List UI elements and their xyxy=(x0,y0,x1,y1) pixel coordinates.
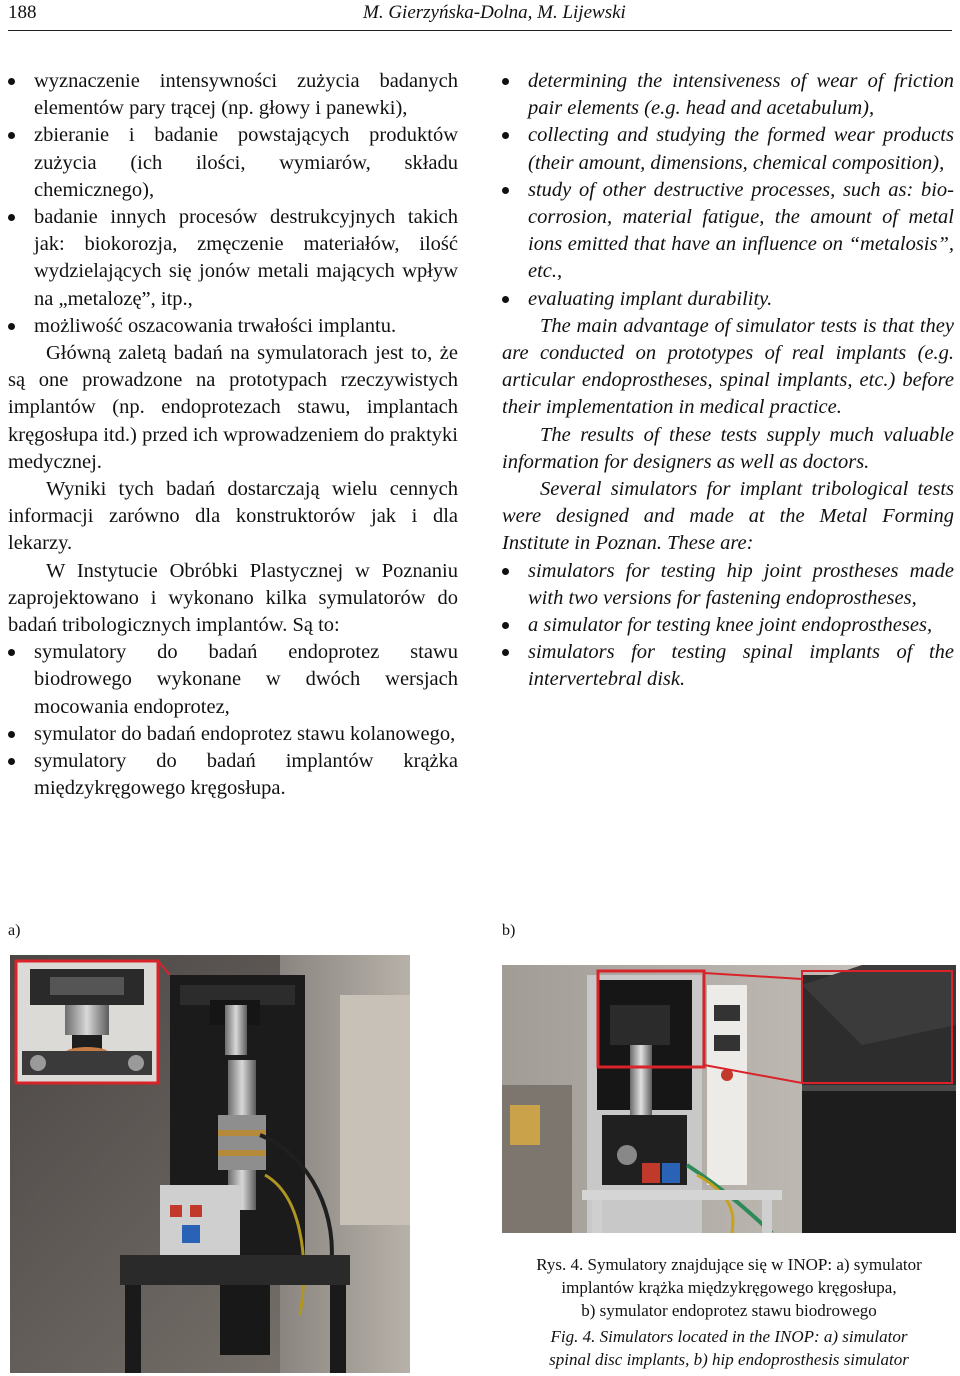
caption-line: Fig. 4. Simulators located in the INOP: a) simulator xyxy=(550,1327,908,1346)
bullet-list-bottom-en xyxy=(502,558,954,694)
caption-line: implantów krążka międzykręgowego kręgosłupa, xyxy=(561,1278,897,1297)
caption-line: spinal disc implants, b) hip endoprosthesis simulator xyxy=(549,1350,909,1369)
list-item: symulatory do badań endoprotez stawu biodrowego wykonane w dwóch wersjach mocowania endoprotez, xyxy=(8,639,458,721)
paragraph: Several simulators for implant tribological tests were designed and made at the Metal Forming Institute in Poznan. These are: xyxy=(502,478,954,555)
list-item: a simulator for testing knee joint endoprostheses, xyxy=(502,612,954,639)
list-item: zbieranie i badanie powstających produktów zużycia (ich ilości, wymiarów, składu chemicznego), xyxy=(8,122,458,204)
page-number: 188 xyxy=(8,2,37,23)
running-title: M. Gierzyńska-Dolna, M. Lijewski xyxy=(363,2,626,23)
paragraph: Główną zaletą badań na symulatorach jest to, że są one prowadzone na prototypach rzeczywistych implantów (np. endoprotezach stawu, implantach kręgosłupa itd.) przed ich wprowadzeniem do praktyki medycznej. xyxy=(8,342,458,473)
list-item: collecting and studying the formed wear products (their amount, dimensions, chemical composition), xyxy=(502,122,954,176)
list-item: symulatory do badań implantów krążka międzykręgowego kręgosłupa. xyxy=(8,748,458,802)
page-header xyxy=(8,0,952,31)
bullet-list-top-pl xyxy=(8,68,458,340)
list-item: determining the intensiveness of wear of friction pair elements (e.g. head and acetabulum), xyxy=(502,68,954,122)
figure-label-a: a) xyxy=(8,922,21,939)
paragraph: The results of these tests supply much valuable information for designers as well as doctors. xyxy=(502,423,954,473)
right-column xyxy=(502,68,954,694)
paragraph: The main advantage of simulator tests is that they are conducted on prototypes of real implants (e.g. articular endoprostheses, spinal implants, etc.) before their implementation in medical practice. xyxy=(502,314,954,419)
list-item: evaluating implant durability. xyxy=(502,286,954,313)
bullet-list-top-en xyxy=(502,68,954,313)
paragraph: Wyniki tych badań dostarczają wielu cennych informacji zarówno dla konstruktorów jak i dla lekarzy. xyxy=(8,478,458,555)
list-item: symulator do badań endoprotez stawu kolanowego, xyxy=(8,721,458,748)
spinal-simulator-illustration xyxy=(10,955,410,1373)
figure-caption-en xyxy=(502,1325,956,1371)
paragraph: W Instytucie Obróbki Plastycznej w Poznaniu zaprojektowano i wykonano kilka symulatorów do badań tribologicznych implantów. Są to: xyxy=(8,559,458,637)
list-item: możliwość oszacowania trwałości implantu. xyxy=(8,313,458,340)
hip-simulator-illustration xyxy=(502,965,956,1233)
list-item: wyznaczenie intensywności zużycia badanych elementów pary trącej (np. głowy i panewki), xyxy=(8,68,458,122)
bullet-list-bottom-pl xyxy=(8,639,458,802)
list-item: simulators for testing spinal implants of the intervertebral disk. xyxy=(502,639,954,693)
figure-caption-pl xyxy=(502,1253,956,1322)
caption-line: Rys. 4. Symulatory znajdujące się w INOP: a) symulator xyxy=(536,1255,922,1274)
photo-hip-simulator xyxy=(502,965,956,1233)
left-column xyxy=(8,68,458,802)
figure-label-b: b) xyxy=(502,922,516,939)
list-item: study of other destructive processes, such as: bio-corrosion, material fatigue, the amount of metal ions emitted that have an influence on “metalosis”, etc., xyxy=(502,177,954,286)
photo-spinal-disc-simulator xyxy=(10,955,410,1373)
list-item: simulators for testing hip joint prostheses made with two versions for fastening endoprostheses, xyxy=(502,558,954,612)
list-item: badanie innych procesów destrukcyjnych takich jak: biokorozja, zmęczenie materiałów, ilość wydzielających się jonów metali mających wpływ na „metalozę”, itp., xyxy=(8,204,458,313)
caption-line: b) symulator endoprotez stawu biodrowego xyxy=(581,1301,877,1320)
